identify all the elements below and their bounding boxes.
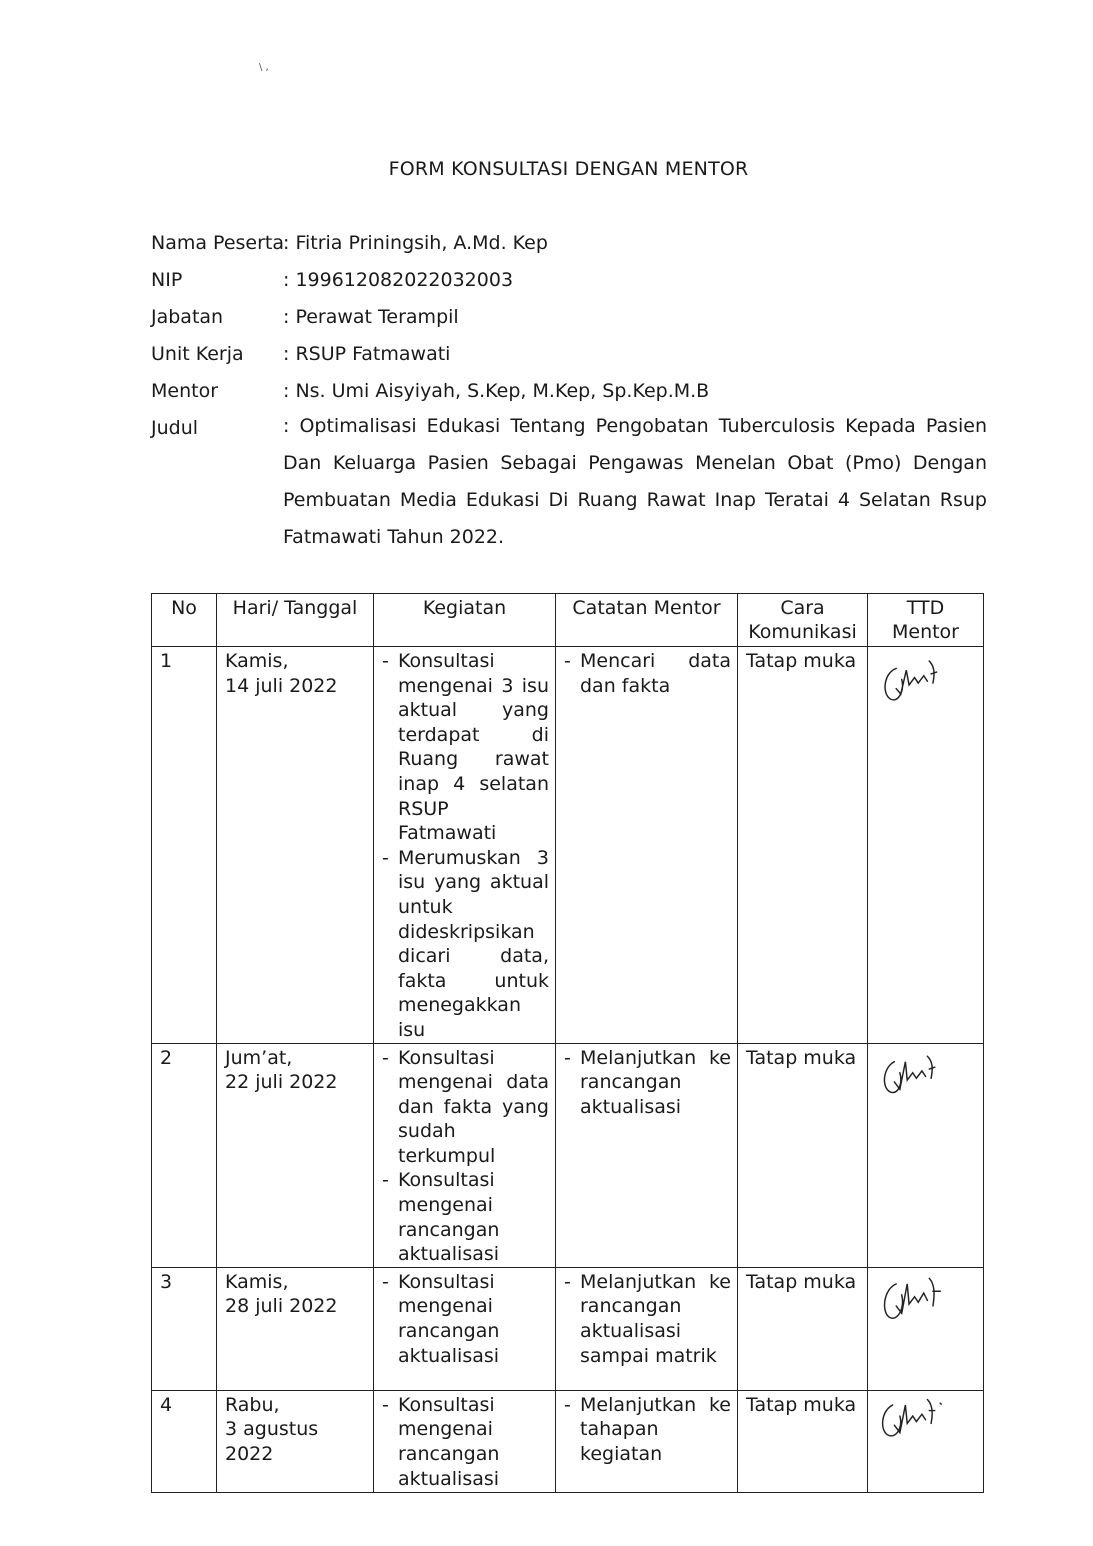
cell-kegiatan	[374, 1043, 556, 1267]
info-row-nip	[151, 265, 991, 302]
cell-catatan	[556, 1390, 738, 1492]
info-value: : 199612082022032003	[283, 269, 514, 291]
header-no: No	[152, 594, 217, 647]
list-item: - Melanjutkan ke rancangan aktualisasi sampai matrik	[564, 1270, 731, 1367]
list-item: - Mencari data dan fakta	[564, 650, 731, 697]
info-value: : Optimalisasi Edukasi Tentang Pengobatan Tuberculosis Kepada Pasien Dan Keluarga Pasien Sebagai Pengawas Menelan Obat (Pmo) Dengan Pembuatan Media Edukasi Di Ruang Rawat Inap Teratai 4 Selatan Rsup Fatmawati Tahun 2022.	[283, 415, 987, 548]
list-item: - Melanjutkan ke rancangan aktualisasi	[564, 1046, 731, 1118]
cell-signature	[868, 1043, 984, 1267]
info-value: : Perawat Terampil	[283, 306, 459, 328]
cell-kegiatan	[374, 647, 556, 1044]
info-row-nama	[151, 228, 991, 265]
info-label: Jabatan	[151, 306, 224, 328]
date-text: 22 juli 2022	[225, 1071, 338, 1094]
cell-date	[217, 647, 374, 1044]
table-row	[152, 1390, 984, 1492]
cell-catatan	[556, 1267, 738, 1390]
cell-signature	[868, 1267, 984, 1390]
info-label: Mentor	[151, 380, 219, 402]
header-catatan-mentor: Catatan Mentor	[556, 594, 738, 647]
scan-mark: \ ,	[259, 62, 269, 73]
table-row	[152, 1267, 984, 1390]
info-label: Nama Peserta	[151, 232, 285, 254]
cell-signature	[868, 647, 984, 1044]
cell-cara: Tatap muka	[738, 1267, 868, 1390]
list-item: - Melanjutkan ke tahapan kegiatan	[564, 1393, 731, 1466]
cell-no: 3	[152, 1267, 217, 1390]
info-label: Judul	[151, 417, 199, 439]
day-text: Kamis,	[225, 1270, 289, 1293]
info-row-unit-kerja	[151, 339, 991, 376]
participant-info	[151, 228, 991, 556]
list-item: - Konsultasi mengenai rancangan aktualisasi	[382, 1169, 500, 1266]
cell-catatan	[556, 647, 738, 1044]
cell-no: 1	[152, 647, 217, 1044]
page-title: FORM KONSULTASI DENGAN MENTOR	[388, 158, 749, 180]
header-hari-tanggal: Hari/ Tanggal	[217, 594, 374, 647]
cell-cara: Tatap muka	[738, 1043, 868, 1267]
day-text: Kamis,	[225, 650, 289, 672]
cell-kegiatan	[374, 1390, 556, 1492]
day-text: Jum’at,	[225, 1046, 293, 1069]
mentor-signature	[876, 1046, 977, 1116]
info-value: : Fitria Priningsih, A.Md. Kep	[283, 232, 548, 254]
cell-signature	[868, 1390, 984, 1492]
list-item: - Merumuskan 3 isu yang aktual untuk dideskripsikan dicari data, fakta untuk menegakkan isu	[382, 846, 549, 1041]
mentor-signature	[876, 1270, 977, 1340]
info-row-jabatan	[151, 302, 991, 339]
list-item: - Konsultasi mengenai rancangan aktualisasi	[382, 1270, 500, 1367]
cell-cara: Tatap muka	[738, 647, 868, 1044]
header-kegiatan: Kegiatan	[374, 594, 556, 647]
header-cara-komunikasi: Cara Komunikasi	[738, 594, 868, 647]
info-label: Unit Kerja	[151, 343, 244, 365]
list-item: - Konsultasi mengenai rancangan aktualisasi	[382, 1393, 500, 1490]
cell-date	[217, 1043, 374, 1267]
info-value: : Ns. Umi Aisyiyah, S.Kep, M.Kep, Sp.Kep.M.B	[283, 380, 710, 402]
info-value: : RSUP Fatmawati	[283, 343, 451, 365]
cell-no: 2	[152, 1043, 217, 1267]
cell-kegiatan	[374, 1267, 556, 1390]
cell-date	[217, 1390, 374, 1492]
cell-no: 4	[152, 1390, 217, 1492]
consultation-table	[151, 593, 984, 1493]
mentor-signature	[876, 1393, 977, 1463]
cell-date	[217, 1267, 374, 1390]
cell-catatan	[556, 1043, 738, 1267]
info-label: NIP	[151, 269, 183, 291]
list-item: - Konsultasi mengenai data dan fakta yang sudah terkumpul	[382, 1046, 549, 1167]
table-header-row	[152, 594, 984, 647]
table-row	[152, 647, 984, 1044]
date-text: 14 juli 2022	[225, 674, 338, 697]
date-text: 28 juli 2022	[225, 1295, 338, 1318]
list-item: - Konsultasi mengenai 3 isu aktual yang terdapat di Ruang rawat inap 4 selatan RSUP Fatmawati	[382, 650, 549, 845]
date-text: 3 agustus 2022	[225, 1418, 319, 1466]
day-text: Rabu,	[225, 1393, 280, 1416]
cell-cara: Tatap muka	[738, 1390, 868, 1492]
mentor-signature	[876, 649, 977, 719]
table-row	[152, 1043, 984, 1267]
header-ttd-mentor: TTD Mentor	[868, 594, 984, 647]
info-row-judul	[151, 413, 991, 556]
